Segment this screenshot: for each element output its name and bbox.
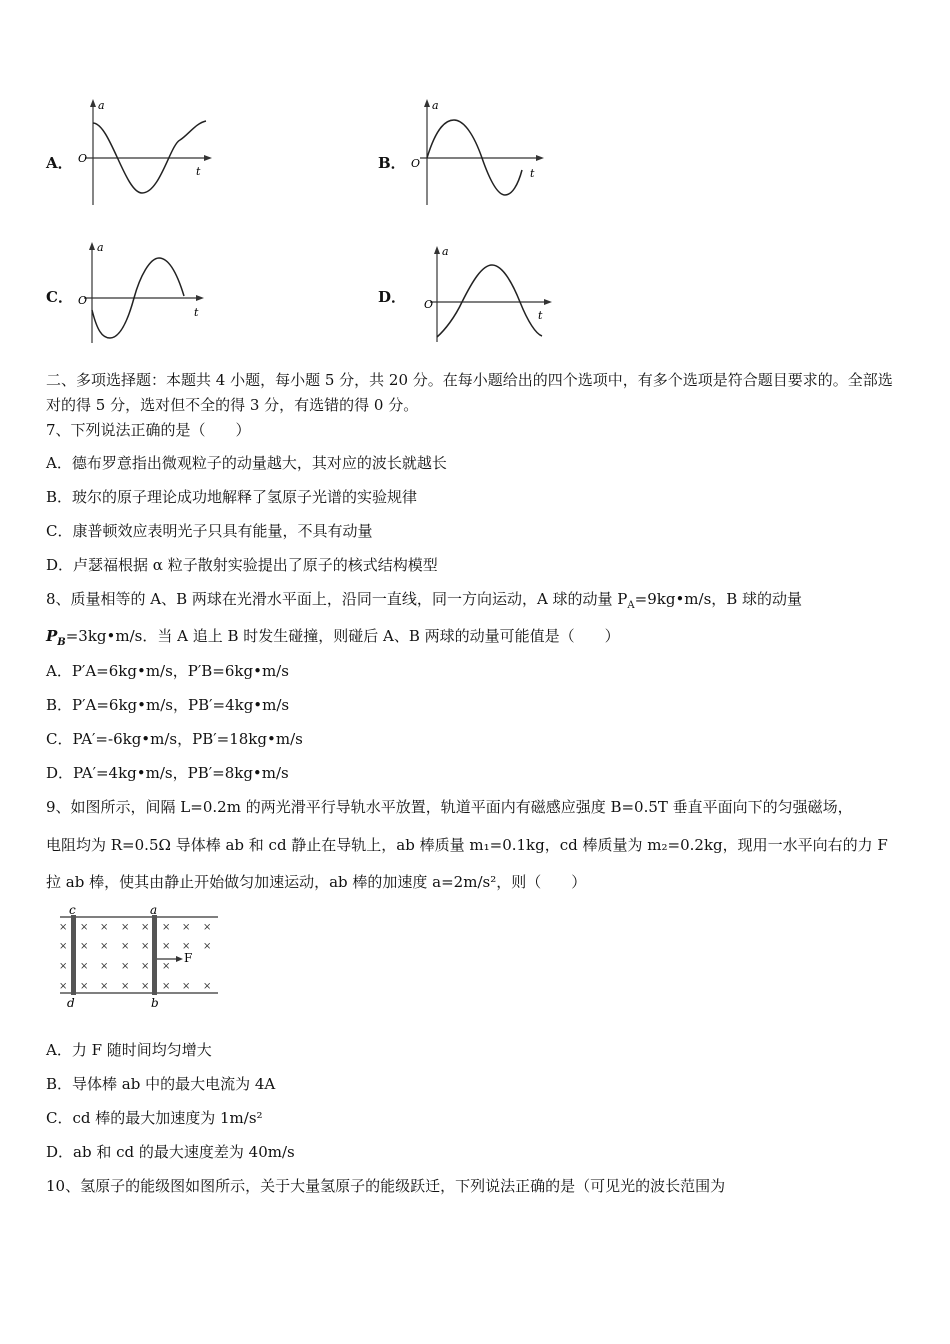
svg-text:×: × bbox=[203, 922, 212, 933]
svg-text:×: × bbox=[121, 922, 130, 933]
svg-text:t: t bbox=[194, 306, 199, 319]
svg-text:×: × bbox=[203, 941, 212, 952]
svg-text:×: × bbox=[59, 941, 68, 952]
svg-text:×: × bbox=[59, 981, 68, 992]
q8-option-a: A．P′A=6kg•m/s，P′B=6kg•m/s bbox=[46, 662, 289, 680]
svg-text:×: × bbox=[182, 941, 191, 952]
axis-y-label: a bbox=[98, 99, 105, 112]
svg-text:×: × bbox=[80, 941, 89, 952]
svg-text:×: × bbox=[182, 922, 191, 933]
q9-option-a: A．力 F 随时间均匀增大 bbox=[46, 1041, 212, 1059]
svg-text:×: × bbox=[141, 922, 150, 933]
svg-text:×: × bbox=[141, 961, 150, 972]
q7-option-c: C．康普顿效应表明光子只具有能量，不具有动量 bbox=[46, 522, 373, 540]
svg-text:×: × bbox=[141, 941, 150, 952]
svg-text:O: O bbox=[78, 294, 88, 307]
q7-option-b: B．玻尔的原子理论成功地解释了氢原子光谱的实验规律 bbox=[46, 488, 418, 506]
origin-label: O bbox=[78, 152, 88, 165]
q9-rail-figure bbox=[55, 903, 230, 1013]
graph-option-d-label: D． bbox=[378, 288, 407, 306]
graph-option-a-label: A． bbox=[46, 154, 73, 172]
q8-option-d: D．PA′=4kg•m/s，PB′=8kg•m/s bbox=[46, 764, 289, 782]
curve-a bbox=[93, 121, 206, 193]
svg-text:×: × bbox=[80, 922, 89, 933]
label-b: b bbox=[151, 996, 159, 1010]
q8-option-c: C．PA′=-6kg•m/s，PB′=18kg•m/s bbox=[46, 730, 303, 748]
svg-text:×: × bbox=[100, 941, 109, 952]
svg-text:×: × bbox=[59, 961, 68, 972]
svg-text:O: O bbox=[411, 157, 421, 170]
q9-option-c: C．cd 棒的最大加速度为 1m/s² bbox=[46, 1109, 263, 1127]
svg-text:×: × bbox=[100, 961, 109, 972]
q9-stem-line1: 9、如图所示，间隔 L=0.2m 的两光滑平行导轨水平放置，轨道平面内有磁感应强度 B=0.5T 垂直平面向下的匀强磁场， bbox=[46, 798, 853, 816]
q7-option-d: D．卢瑟福根据 α 粒子散射实验提出了原子的核式结构模型 bbox=[46, 556, 438, 574]
svg-text:×: × bbox=[100, 981, 109, 992]
svg-text:×: × bbox=[203, 981, 212, 992]
svg-text:×: × bbox=[80, 981, 89, 992]
svg-text:×: × bbox=[121, 981, 130, 992]
graph-option-d bbox=[420, 242, 570, 346]
force-label: F bbox=[184, 951, 193, 965]
label-d: d bbox=[67, 996, 75, 1010]
q9-stem-line2: 电阻均为 R=0.5Ω 导体棒 ab 和 cd 静止在导轨上，ab 棒质量 m₁=0.1kg，cd 棒质量为 m₂=0.2kg，现用一水平向右的力 F bbox=[46, 836, 888, 854]
rod-ab bbox=[152, 915, 157, 995]
svg-text:×: × bbox=[80, 961, 89, 972]
svg-text:×: × bbox=[100, 922, 109, 933]
rod-cd bbox=[71, 915, 76, 995]
svg-text:×: × bbox=[59, 922, 68, 933]
q7-stem: 7、下列说法正确的是（ ） bbox=[46, 421, 251, 439]
q10-stem: 10、氢原子的能级图如图所示，关于大量氢原子的能级跃迁，下列说法正确的是（可见光的波长范围为 bbox=[46, 1177, 726, 1195]
graph-option-a bbox=[70, 95, 220, 210]
svg-text:O: O bbox=[424, 298, 434, 311]
q9-option-d: D．ab 和 cd 的最大速度差为 40m/s bbox=[46, 1143, 295, 1161]
label-c: c bbox=[69, 903, 76, 917]
svg-text:a: a bbox=[97, 241, 104, 254]
svg-text:×: × bbox=[162, 981, 171, 992]
section-heading: 二、多项选择题：本题共 4 小题，每小题 5 分，共 20 分。在每小题给出的四个选项中，有多个选项是符合题目要求的。全部选对的得 5 分，选对但不全的得 3 分，有选错的得 0 分。 bbox=[46, 371, 893, 414]
graph-option-b bbox=[402, 95, 552, 210]
graph-option-c-label: C． bbox=[46, 288, 73, 306]
graph-option-b-label: B． bbox=[378, 154, 406, 172]
q9-stem-line3: 拉 ab 棒，使其由静止开始做匀加速运动，ab 棒的加速度 a=2m/s²，则（ ） bbox=[46, 873, 587, 891]
label-a: a bbox=[150, 903, 158, 917]
svg-text:t: t bbox=[530, 167, 535, 180]
q8-option-b: B．P′A=6kg•m/s，PB′=4kg•m/s bbox=[46, 696, 290, 714]
q7-option-a: A．德布罗意指出微观粒子的动量越大，其对应的波长就越长 bbox=[46, 454, 447, 472]
svg-text:×: × bbox=[121, 961, 130, 972]
svg-text:×: × bbox=[182, 981, 191, 992]
svg-text:×: × bbox=[162, 922, 171, 933]
svg-text:×: × bbox=[162, 941, 171, 952]
svg-text:a: a bbox=[432, 99, 439, 112]
svg-text:×: × bbox=[162, 961, 171, 972]
q9-option-b: B．导体棒 ab 中的最大电流为 4A bbox=[46, 1075, 276, 1093]
svg-text:×: × bbox=[141, 981, 150, 992]
axis-x-label: t bbox=[196, 165, 201, 178]
q8-stem-line1: 8、质量相等的 A、B 两球在光滑水平面上，沿同一直线，同一方向运动，A 球的动量 $P_A=9kg•m/s$，B 球的动量 bbox=[46, 590, 803, 611]
curve-d bbox=[437, 265, 542, 337]
q8-stem-line2: $P_B=3kg•m/s$．当 A 追上 B 时发生碰撞，则碰后 A、B 两球的动量可能值是（ ） bbox=[46, 627, 620, 648]
svg-text:a: a bbox=[442, 245, 449, 258]
graph-option-c bbox=[72, 238, 222, 346]
svg-text:×: × bbox=[121, 941, 130, 952]
svg-text:t: t bbox=[538, 309, 543, 322]
